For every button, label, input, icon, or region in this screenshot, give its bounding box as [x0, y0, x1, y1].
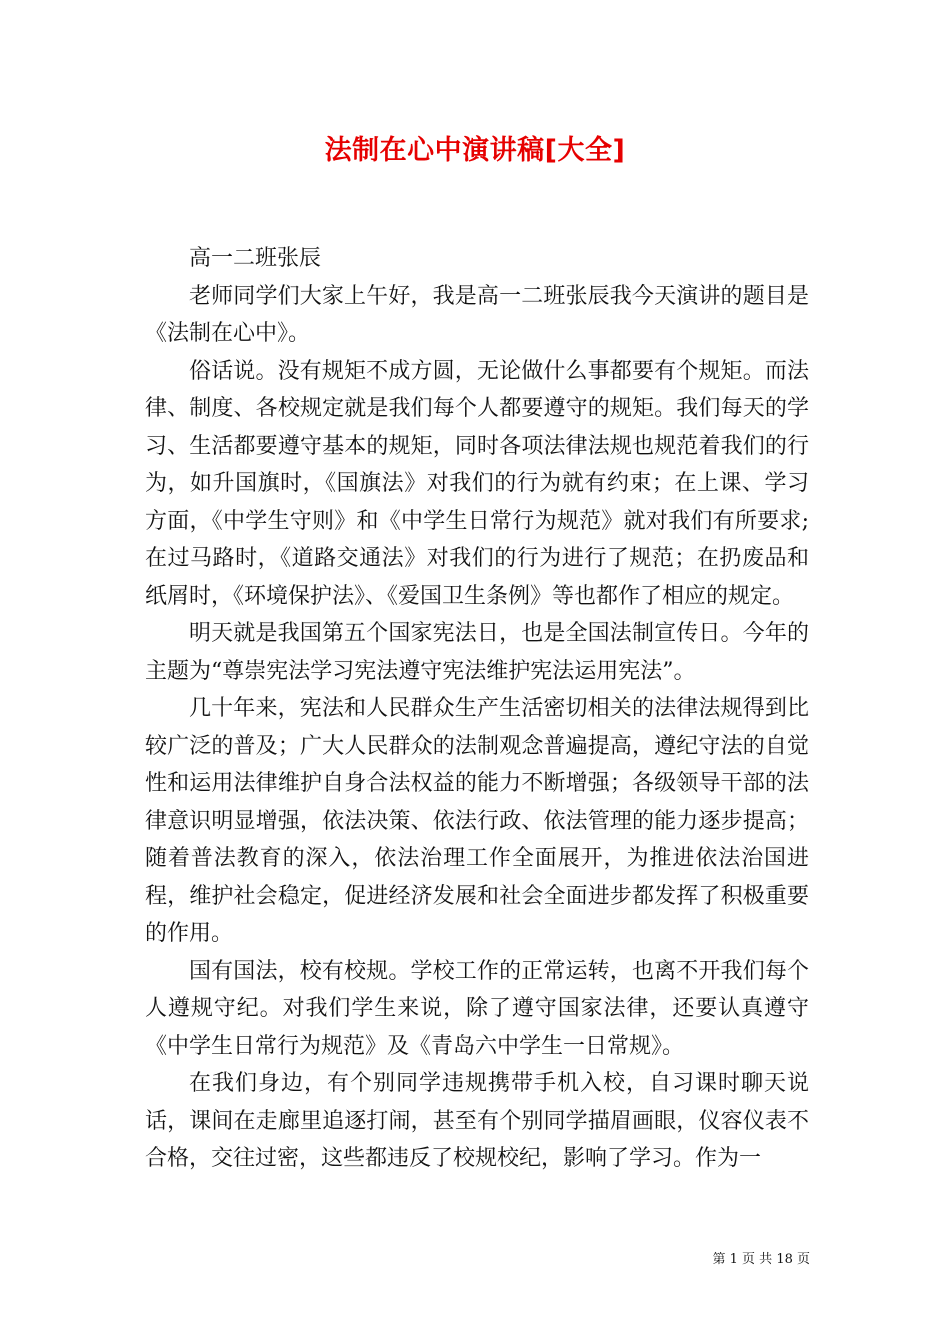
- page-number-label: 第 1 页 共 18 页: [712, 1252, 810, 1267]
- paragraph: 俗话说。没有规矩不成方圆，无论做什么事都要有个规矩。而法律、制度、各校规定就是我们每个人都要遵守的规矩。我们每天的学习、生活都要遵守基本的规矩，同时各项法律法规也规范着我们的行为，如升国旗时，《国旗法》对我们的行为就有约束；在上课、学习方面，《中学生守则》和《中学生日常行为规范》就对我们有所要求;在过马路时，《道路交通法》对我们的行为进行了规范；在扔废品和纸屑时，《环境保护法》、《爱国卫生条例》等也都作了相应的规定。: [145, 358, 809, 609]
- document-body: [145, 240, 809, 1178]
- paragraph: 几十年来，宪法和人民群众生产生活密切相关的法律法规得到比较广泛的普及；广大人民群众的法制观念普遍提高，遵纪守法的自觉性和运用法律维护自身合法权益的能力不断增强；各级领导干部的法律意识明显增强，依法决策、依法行政、依法管理的能力逐步提高；随着普法教育的深入，依法治理工作全面展开，为推进依法治国进程，维护社会稳定，促进经济发展和社会全面进步都发挥了积极重要的作用。: [145, 696, 809, 946]
- paragraph: 国有国法，校有校规。学校工作的正常运转，也离不开我们每个人遵规守纪。对我们学生来说，除了遵守国家法律，还要认真遵守《中学生日常行为规范》及《青岛六中学生一日常规》。: [145, 958, 809, 1059]
- paragraph: 老师同学们大家上午好，我是高一二班张辰我今天演讲的题目是《法制在心中》。: [145, 283, 809, 346]
- page-number-footer: [680, 1248, 810, 1267]
- document-title: 法制在心中演讲稿[大全]: [324, 135, 626, 166]
- paragraph: 明天就是我国第五个国家宪法日，也是全国法制宣传日。今年的主题为“尊崇宪法学习宪法遵守宪法维护宪法运用宪法”。: [145, 621, 809, 684]
- paragraph: 在我们身边，有个别同学违规携带手机入校，自习课时聊天说话，课间在走廊里追逐打闹，甚至有个别同学描眉画眼，仪容仪表不合格，交往过密，这些都违反了校规校纪，影响了学习。作为一: [145, 1071, 809, 1171]
- author-line: 高一二班张辰: [189, 246, 322, 271]
